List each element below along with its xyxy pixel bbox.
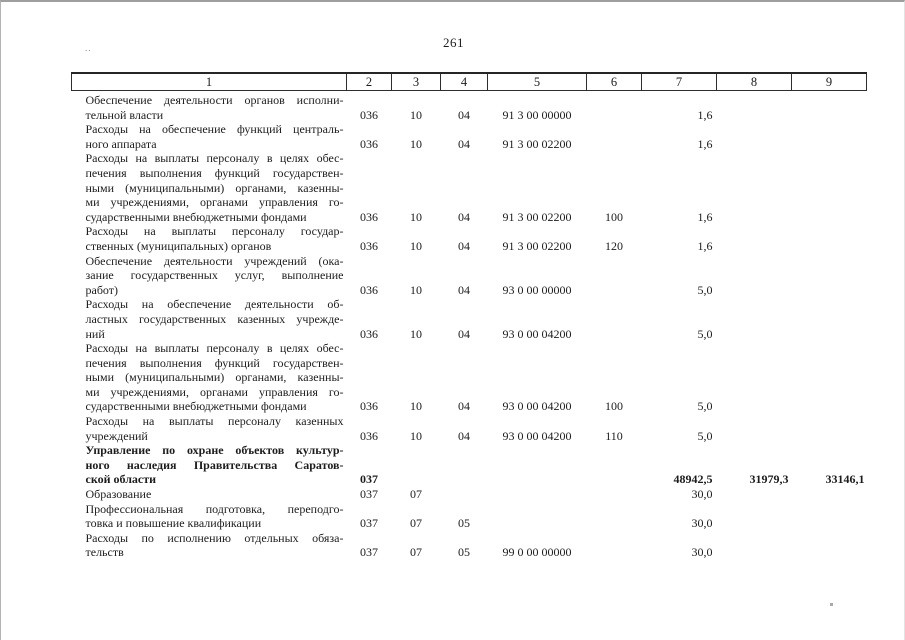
cell-c8	[717, 531, 792, 560]
cell-c3: 10	[410, 326, 422, 341]
cell-c4: 04	[458, 326, 470, 341]
cell-c2: 037	[360, 487, 378, 502]
cell-c7: 5,0	[697, 428, 713, 443]
budget-table	[71, 72, 867, 560]
table-row	[72, 122, 867, 151]
cell-c2: 036	[360, 326, 378, 341]
cell-c4: 05	[458, 545, 470, 560]
cell-c6	[587, 443, 642, 487]
row-description	[72, 531, 347, 560]
cell-c3: 10	[410, 136, 422, 151]
cell-c5: 91 3 00 02200	[502, 238, 572, 253]
cell-c9	[792, 254, 867, 298]
cell-c5	[488, 502, 587, 531]
column-header-3: 3	[392, 73, 441, 91]
cell-c6	[587, 91, 642, 123]
description-line: Расходы на выплаты персоналу в целях обес-	[85, 151, 344, 166]
cell-c6: 120	[605, 238, 623, 253]
cell-c8	[717, 122, 792, 151]
column-header-6: 6	[587, 73, 642, 91]
row-description	[72, 122, 347, 151]
cell-c4	[441, 487, 488, 502]
cell-c8	[717, 414, 792, 443]
cell-c5: 91 3 00 00000	[502, 107, 572, 122]
cell-c6	[587, 487, 642, 502]
cell-c2: 037	[360, 472, 378, 487]
cell-c2: 036	[360, 399, 378, 414]
description-line: печения выполнения функций государствен-	[85, 355, 344, 370]
table-header-row	[72, 73, 867, 91]
cell-c8	[717, 224, 792, 253]
table-row	[72, 414, 867, 443]
cell-c9	[792, 531, 867, 560]
description-line: ми учреждениями, органами управления го-	[85, 195, 344, 210]
table-row	[72, 224, 867, 253]
description-line: Обеспечение деятельности учреждений (ока-	[85, 253, 344, 268]
row-description	[72, 341, 347, 414]
column-header-4: 4	[441, 73, 488, 91]
cell-c3: 07	[410, 545, 422, 560]
description-line: учреждений	[85, 428, 148, 443]
row-description	[72, 91, 347, 123]
table-row	[72, 487, 867, 502]
cell-c7: 1,6	[697, 238, 713, 253]
table-row	[72, 151, 867, 224]
cell-c7: 1,6	[697, 136, 713, 151]
table-header	[72, 73, 867, 91]
cell-c5: 93 0 00 04200	[502, 399, 572, 414]
cell-c6: 110	[605, 428, 623, 443]
cell-c3: 10	[410, 107, 422, 122]
table-row	[72, 502, 867, 531]
description-line: ственных (муниципальных) органов	[85, 238, 272, 253]
cell-c7: 1,6	[697, 209, 713, 224]
cell-c3	[392, 443, 441, 487]
cell-c8	[717, 341, 792, 414]
cell-c6	[587, 297, 642, 341]
cell-c2: 037	[360, 545, 378, 560]
cell-c9	[792, 122, 867, 151]
cell-c8: 31979,3	[749, 472, 789, 487]
row-description	[72, 502, 347, 531]
row-description	[72, 254, 347, 298]
description-line: Расходы на выплаты персоналу казенных	[85, 414, 344, 429]
row-description	[72, 151, 347, 224]
cell-c6	[587, 502, 642, 531]
cell-c9	[792, 487, 867, 502]
column-header-7: 7	[642, 73, 717, 91]
description-line: ской области	[85, 472, 157, 487]
cell-c5: 93 0 00 04200	[502, 428, 572, 443]
cell-c2: 036	[360, 107, 378, 122]
cell-c7: 5,0	[697, 282, 713, 297]
cell-c4: 04	[458, 399, 470, 414]
cell-c9	[792, 224, 867, 253]
column-header-5: 5	[488, 73, 587, 91]
cell-c6: 100	[605, 209, 623, 224]
description-line: товка и повышение квалификации	[85, 516, 262, 531]
cell-c9	[792, 414, 867, 443]
row-description	[72, 443, 347, 487]
scan-speck	[830, 603, 833, 606]
description-line: ний	[85, 326, 105, 341]
description-line: Управление по охране объектов культур-	[85, 443, 344, 458]
cell-c4	[441, 443, 488, 487]
description-line: Расходы на выплаты персоналу в целях обес-	[85, 341, 344, 356]
table-row	[72, 297, 867, 341]
cell-c5: 93 0 00 04200	[502, 326, 572, 341]
cell-c9: 33146,1	[825, 472, 865, 487]
description-line: сударственными внебюджетными фондами	[85, 209, 307, 224]
cell-c5: 91 3 00 02200	[502, 209, 572, 224]
table-row	[72, 91, 867, 123]
page-number: 261	[443, 35, 464, 50]
table-body	[72, 91, 867, 561]
cell-c3: 10	[410, 209, 422, 224]
cell-c3: 10	[410, 399, 422, 414]
table-row	[72, 254, 867, 298]
cell-c2: 036	[360, 238, 378, 253]
description-line: работ)	[85, 282, 119, 297]
cell-c2: 036	[360, 282, 378, 297]
cell-c9	[792, 502, 867, 531]
cell-c4: 04	[458, 136, 470, 151]
cell-c6	[587, 531, 642, 560]
description-line: ными (муниципальными) органами, казенны-	[85, 370, 344, 385]
cell-c3: 07	[410, 516, 422, 531]
description-line: зание государственных услуг, выполнение	[85, 268, 344, 283]
cell-c9	[792, 151, 867, 224]
cell-c5	[488, 487, 587, 502]
description-line: тельств	[85, 545, 124, 560]
row-description	[72, 224, 347, 253]
cell-c2: 036	[360, 428, 378, 443]
cell-c7: 30,0	[691, 487, 713, 502]
column-header-2: 2	[347, 73, 392, 91]
cell-c8	[717, 91, 792, 123]
cell-c2: 037	[360, 516, 378, 531]
cell-c8	[717, 254, 792, 298]
row-description	[72, 297, 347, 341]
column-header-8: 8	[717, 73, 792, 91]
cell-c6	[587, 254, 642, 298]
description-line: тельной власти	[85, 107, 164, 122]
description-line: ного аппарата	[85, 136, 157, 151]
cell-c7: 48942,5	[673, 472, 713, 487]
description-line: ного наследия Правительства Саратов-	[85, 457, 344, 472]
row-description	[72, 487, 347, 502]
description-line: сударственными внебюджетными фондами	[85, 399, 307, 414]
row-description	[72, 414, 347, 443]
cell-c9	[792, 91, 867, 123]
cell-c2: 036	[360, 209, 378, 224]
cell-c3: 10	[410, 428, 422, 443]
column-header-9: 9	[792, 73, 867, 91]
cell-c5: 99 0 00 00000	[502, 545, 572, 560]
cell-c3: 07	[410, 487, 422, 502]
cell-c3: 10	[410, 282, 422, 297]
description-line: Расходы на обеспечение функций централь-	[85, 122, 344, 137]
table-row	[72, 341, 867, 414]
description-line: Расходы на обеспечение деятельности об-	[85, 297, 344, 312]
cell-c7: 30,0	[691, 545, 713, 560]
cell-c8	[717, 297, 792, 341]
description-line: Обеспечение деятельности органов исполни-	[85, 93, 344, 107]
cell-c7: 5,0	[697, 399, 713, 414]
cell-c4: 04	[458, 238, 470, 253]
description-line: Образование	[85, 487, 152, 502]
cell-c5	[488, 443, 587, 487]
scan-artifact-dots: ..	[85, 43, 92, 53]
cell-c8	[717, 502, 792, 531]
cell-c8	[717, 487, 792, 502]
column-header-1: 1	[72, 73, 347, 91]
table-row	[72, 531, 867, 560]
description-line: Расходы по исполнению отдельных обяза-	[85, 530, 344, 545]
table-row	[72, 443, 867, 487]
cell-c4: 04	[458, 107, 470, 122]
cell-c5: 91 3 00 02200	[502, 136, 572, 151]
description-line: печения выполнения функций государствен-	[85, 165, 344, 180]
cell-c7: 5,0	[697, 326, 713, 341]
cell-c9	[792, 341, 867, 414]
cell-c5: 93 0 00 00000	[502, 282, 572, 297]
cell-c9	[792, 297, 867, 341]
description-line: ми учреждениями, органами управления го-	[85, 384, 344, 399]
cell-c4: 04	[458, 428, 470, 443]
description-line: ными (муниципальными) органами, казенны-	[85, 180, 344, 195]
cell-c8	[717, 151, 792, 224]
cell-c3: 10	[410, 238, 422, 253]
description-line: Расходы на выплаты персоналу государ-	[85, 224, 344, 239]
description-line: ластных государственных казенных учрежде-	[85, 311, 344, 326]
cell-c4: 04	[458, 209, 470, 224]
cell-c6	[587, 122, 642, 151]
cell-c7: 30,0	[691, 516, 713, 531]
description-line: Профессиональная подготовка, переподго-	[85, 501, 344, 516]
cell-c2: 036	[360, 136, 378, 151]
cell-c7: 1,6	[697, 107, 713, 122]
cell-c4: 04	[458, 282, 470, 297]
cell-c6: 100	[605, 399, 623, 414]
cell-c4: 05	[458, 516, 470, 531]
